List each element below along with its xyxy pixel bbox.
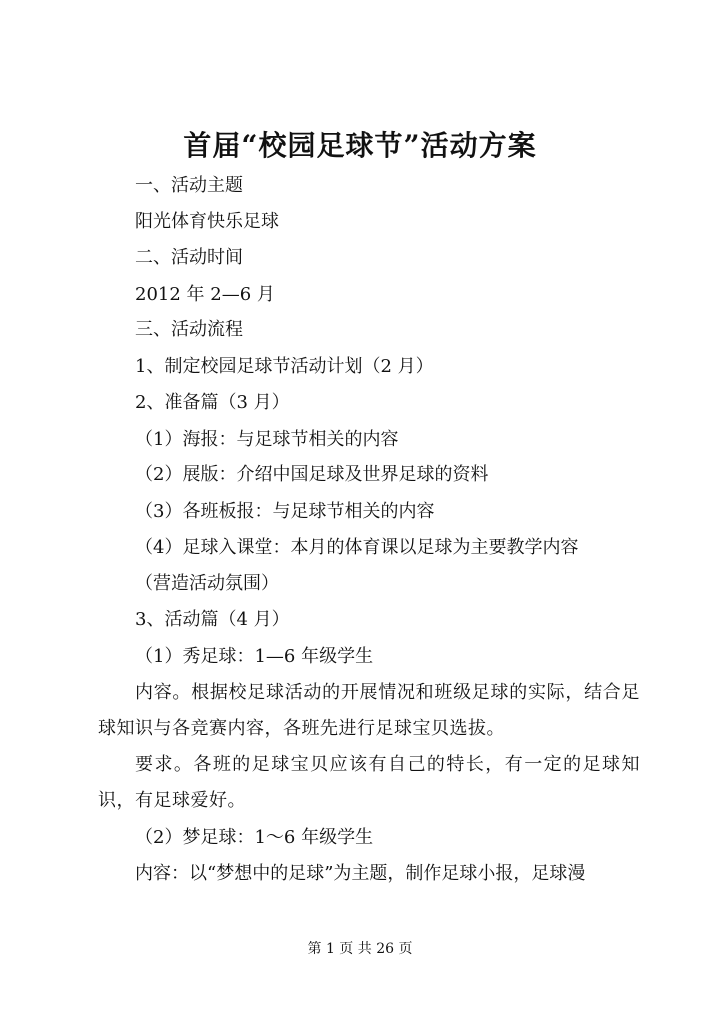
body-line: （4）足球入课堂：本月的体育课以足球为主要教学内容 — [135, 537, 579, 558]
body-line: 2、准备篇（3 月） — [135, 392, 290, 413]
body-line: （1）海报：与足球节相关的内容 — [135, 429, 399, 450]
page-footer: 第 1 页 共 26 页 — [307, 941, 413, 957]
section-heading-time: 二、活动时间 — [135, 247, 243, 268]
body-line: （营造活动氛围） — [135, 573, 279, 594]
body-paragraph: 要求。各班的足球宝贝应该有自己的特长，有一定的足球知识，有足球爱好。 — [98, 754, 640, 811]
body-line: （1）秀足球：1—6 年级学生 — [135, 646, 374, 667]
body-line: 2012 年 2—6 月 — [135, 284, 275, 305]
body-line: （2）梦足球：1～6 年级学生 — [135, 827, 374, 848]
body-line: （2）展版：介绍中国足球及世界足球的资料 — [135, 464, 489, 485]
section-heading-process: 三、活动流程 — [135, 319, 243, 340]
body-line: 内容：以“梦想中的足球”为主题，制作足球小报，足球漫 — [135, 863, 586, 884]
body-paragraph: 内容。根据校足球活动的开展情况和班级足球的实际，结合足球知识与各竞赛内容，各班先进行足球宝贝选拔。 — [98, 682, 640, 739]
body-line: 3、活动篇（4 月） — [135, 609, 290, 630]
document-title: 首届“校园足球节”活动方案 — [183, 129, 537, 162]
body-line: 阳光体育快乐足球 — [135, 211, 279, 232]
section-heading-theme: 一、活动主题 — [135, 175, 243, 196]
body-line: 1、制定校园足球节活动计划（2 月） — [135, 356, 434, 377]
body-line: （3）各班板报：与足球节相关的内容 — [135, 501, 435, 522]
